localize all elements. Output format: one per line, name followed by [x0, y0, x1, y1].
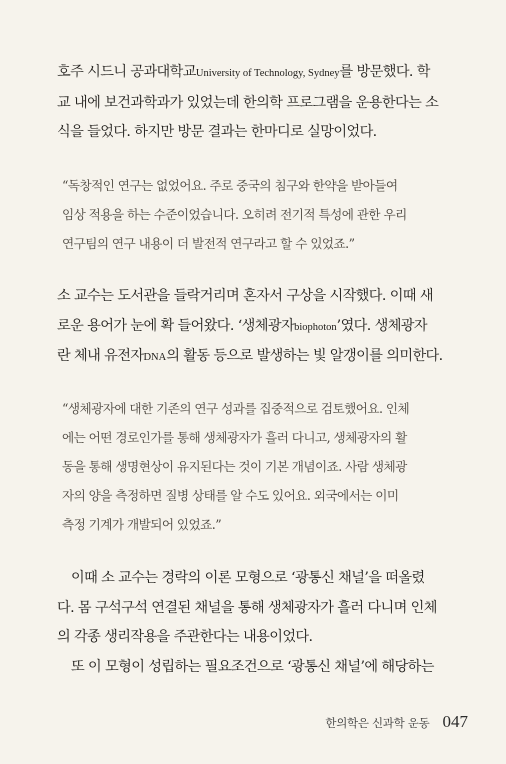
quote-block-1 — [62, 171, 434, 258]
text-line: 식을 들었다. 하지만 방문 결과는 한마디로 실망이었다. — [57, 124, 377, 140]
text-line: 이때 소 교수는 경락의 이론 모형으로 ‘광통신 채널’을 떠올렸 — [71, 570, 425, 586]
text-line: 소 교수는 도서관을 들락거리며 혼자서 구상을 시작했다. 이때 새 — [57, 288, 433, 304]
page-footer — [325, 712, 468, 732]
text-line: 의 각종 생리작용을 주관한다는 내용이었다. — [57, 629, 313, 645]
quote-line: 연구팀의 연구 내용이 더 발전적 연구라고 할 수 있었죠.” — [62, 236, 355, 251]
text-line: 호주 시드니 공과대학교University of Technology, Sydney를 방문했다. 학 — [57, 64, 430, 80]
latin-gloss: University of Technology, Sydney — [195, 68, 340, 79]
quote-line: 측정 기계가 개발되어 있었죠.” — [62, 517, 222, 532]
latin-gloss: biophoton — [294, 321, 337, 333]
paragraph-channel — [57, 564, 435, 682]
paragraph-biophoton — [57, 282, 443, 373]
text-line: 또 이 모형이 성립하는 필요조건으로 ‘광통신 채널’에 해당하는 — [71, 658, 434, 675]
paragraph-intro — [57, 58, 439, 148]
running-title: 한의학은 신과학 운동 — [325, 716, 430, 730]
quote-line: 자의 양을 측정하면 질병 상태를 알 수도 있어요. 외국에서는 이미 — [62, 488, 399, 503]
quote-block-2 — [62, 394, 434, 539]
latin-gloss: DNA — [143, 352, 167, 363]
text-line: 란 체내 유전자DNA의 활동 등으로 발생하는 빛 알갱이를 의미한다. — [57, 348, 443, 364]
quote-line: “독창적인 연구는 없었어요. 주로 중국의 침구와 한약을 받아들여 — [62, 178, 398, 193]
text-line: 로운 용어가 눈에 확 들어왔다. ‘생체광자biophoton’였다. 생체광자 — [57, 317, 428, 334]
quote-line: 동을 통해 생명현상이 유지된다는 것이 기본 개념이죠. 사람 생체광 — [62, 459, 407, 474]
page-number: 047 — [442, 712, 468, 731]
quote-line: 임상 적용을 하는 수준이었습니다. 오히려 전기적 특성에 관한 우리 — [62, 207, 407, 222]
text-line: 교 내에 보건과학과가 있었는데 한의학 프로그램을 운용한다는 소 — [57, 94, 439, 111]
quote-line: “생체광자에 대한 기존의 연구 성과를 집중적으로 검토했어요. 인체 — [62, 401, 410, 416]
quote-line: 에는 어떤 경로인가를 통해 생체광자가 흘러 다니고, 생체광자의 활 — [62, 430, 407, 445]
text-line: 다. 몸 구석구석 연결된 채널을 통해 생체광자가 흘러 다니며 인체 — [57, 599, 437, 616]
